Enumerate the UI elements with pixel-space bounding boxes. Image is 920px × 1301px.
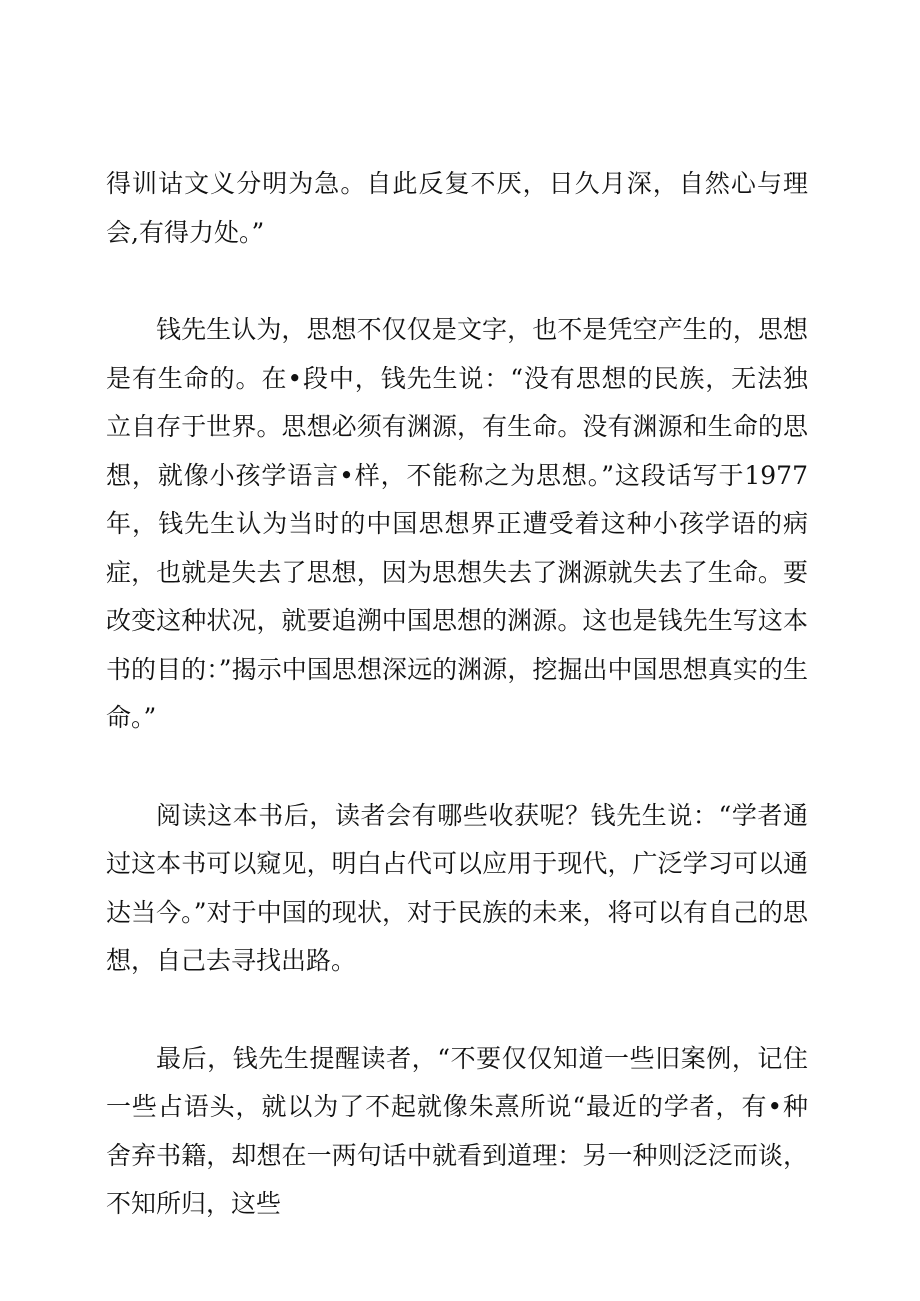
- body-text: [106, 160, 808, 1229]
- paragraph-1: 得训诂文义分明为急。自此反复不厌，日久月深，自然心与理会,有得力处。”: [106, 169, 808, 247]
- paragraph-3: 阅读这本书后，读者会有哪些收获呢？钱先生说：“学者通过这本书可以窥见，明白占代可以应用于现代，广泛学习可以通达当今。”对于中国的现状，对于民族的未来，将可以有自己的思想，自己去寻找出路。: [106, 800, 808, 975]
- paragraph-2: 钱先生认为，思想不仅仅是文字，也不是凭空产生的，思想是有生命的。在•段中，钱先生说：“没有思想的民族，无法独立自存于世界。思想必须有渊源，有生命。没有渊源和生命的思想，就像小孩学语言•样，不能称之为思想。”这段话写于1977年，钱先生认为当时的中国思想界正遭受着这种小孩学语的病症，也就是失去了思想，因为思想失去了渊源就失去了生命。要改变这种状况，就要追溯中国思想的渊源。这也是钱先生写这本书的目的：”揭示中国思想深远的渊源，挖掘出中国思想真实的生命。”: [106, 315, 808, 732]
- paragraph-4: 最后，钱先生提醒读者，“不要仅仅知道一些旧案例，记住一些占语头，就以为了不起就像朱熹所说“最近的学者，有•种舍弃书籍，却想在一两句话中就看到道理：另一种则泛泛而谈，不知所归，这些: [106, 1043, 808, 1218]
